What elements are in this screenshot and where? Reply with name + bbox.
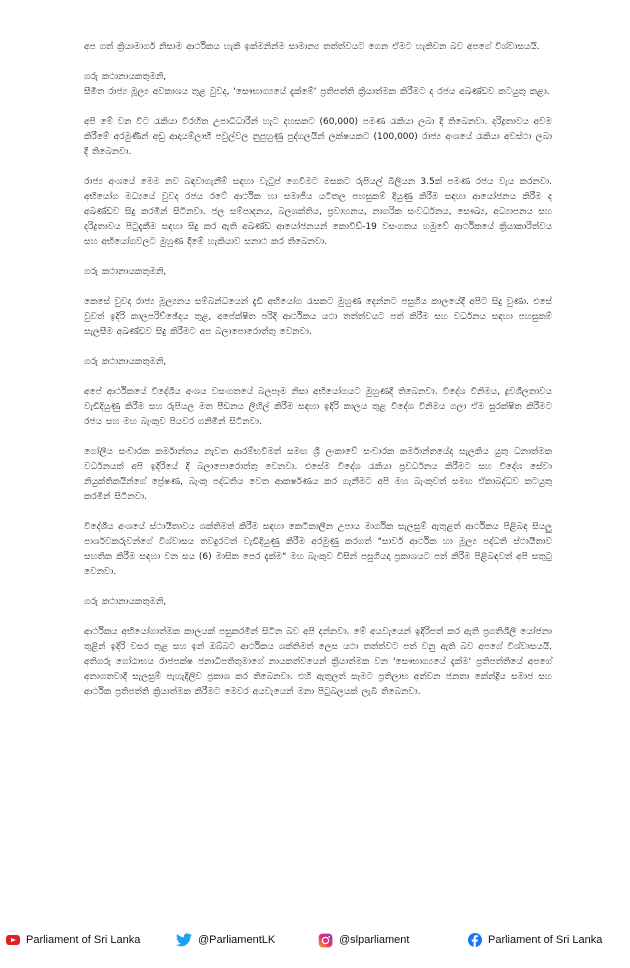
twitter-icon — [176, 933, 192, 947]
paragraph-2: ගරු කථානායකතුමනි, සීමිත රාජ්‍ය මූල්‍ය අවකාශය තුළ වුවද, 'සෞභාග්‍යයේ දැක්මේ' ප්‍රතිපත්ති ක්‍රියාත්මක කිරීමට ද රජය අඛණ්ඩව කටයුතු කළා. — [84, 72, 550, 97]
paragraph-6: අපේ ආර්ථිකයේ විදේශීය අංශය වසංගතයේ බලපෑම නිසා අභියෝගයට මුහුණදී තිබෙනවා. විදේශ විනිමය, ද්‍රවශීලතාවය වැඩිදියුණු කිරීම සහ රුපියල මත පීඩනය ලිහිල් කිරීම සඳහා ඉදිරි කාලය තුළ විදේශ විනිමය ගලා ඒම සුරක්ෂිත කිරීමට රජය සහ මහ බැංකුව පියවර ගනිමින් සිටිනවා. — [84, 387, 552, 427]
facebook-icon — [468, 933, 482, 947]
document-body — [84, 40, 552, 715]
youtube-label: Parliament of Sri Lanka — [26, 934, 141, 946]
instagram-icon — [318, 933, 333, 948]
twitter-label: @ParliamentLK — [198, 934, 276, 946]
facebook-link[interactable] — [468, 928, 602, 952]
instagram-link[interactable] — [318, 928, 409, 952]
paragraph-8: විදේශීය අංශයේ ස්ථායීතාවය ශක්තිමත් කිරීම සඳහා කෙටිකාලීන උපාය මාර්ගික සැලසුම් ඇතුළත් ආර්ථිකය පිළිබඳ සියලු පාර්ශවකරුවන්ගේ විශ්වාසය තවදුරටත් වැඩිදියුණු කිරීම අරමුණු කරගත් "සාර්ව ආර්ථික හා මූල්‍ය පද්ධති ස්ථායීතාව සහතික කිරීම සඳහා වන සය (6) මාසික පෙර දැක්ම" මහ බැංකුව විසින් පසුගියදා ප්‍රකාශයට පත් කිරීම පිළිබඳවත් අපි සතුටු වෙනවා. — [84, 522, 552, 577]
paragraph-4: රාජ්‍ය අංශයේ මෙම නව බඳවාගැනීම් සඳහා වැටුප් ගෙවීමට මසකට රුපියල් බිලියන 3.5ක් පමණ රජය වැය කරනවා. අභියෝග මධ්‍යයේ වුවද රජය රටේ ආර්ථික හා සමාජීය යටිතල පහසුකම් දියුණු කිරීම සඳහා ආයෝජනය කිරීම ද අඛණ්ඩව සිදු කරමින් සිටිනවා. ජල සම්පාදනය, බලශක්තිය, ප්‍රවාහනය, නාගරික සංවර්ධනය, සෞඛ්‍ය, අධ්‍යාපනය සහ දරිද්‍රතාවය පිටුදැකීම සඳහා සිදු කර ඇති අඛණ්ඩ ආයෝජනයන් කොවිඩ්-19 වසංගතය හමුවේ ආර්ථිකයේ ක්‍රියාකාරිත්වය සහ අභියෝගවලට මුහුණ දීමේ හැකියාව සනාථ කර තිබෙනවා. — [84, 177, 552, 247]
salutation-3: ගරු කථානායකතුමනි, — [84, 597, 167, 607]
paragraph-1: අප ගත් ක්‍රියාමාර්ග නිසාම ආර්ථිකය හැකි ඉක්මනින්ම සාමාන්‍ය තත්ත්වයට ගෙන ඒමට හැකිවන බව අපගේ විශ්වාසයයි. — [84, 42, 540, 52]
twitter-link[interactable] — [176, 928, 275, 952]
youtube-link[interactable] — [6, 928, 140, 952]
paragraph-7: ගෝලීය සංචාරක කර්මාන්තය නැවත ආරම්භවීමත් සමඟ ශ්‍රී ලංකාවේ සංචාරක කර්මාන්තයේද සැලකිය යුතු ධනාත්මක වර්ධනයක් අපි ඉදිරියේ දී බලාපොරොත්තු වෙනවා. එසේම විදේශ රැකියා ප්‍රවර්ධනය කිරීමට සහ විදේශ සේවා නියුක්තිකයින්ගේ ප්‍රේෂණ, බැංකු පද්ධතිය වෙත ආකර්ෂණය කර ගැනීමට අපි මහ බැංකුවත් සමඟ ඒකාබද්ධව කටයුතු කරමින් සිටිනවා. — [84, 447, 552, 502]
paragraph-5: කෙසේ වුවද රාජ්‍ය මූල්‍යනය සම්බන්ධයෙන් දැඩි අභියෝග රැසකට මුහුණ දෙන්නට පසුගිය කාලයේදී අපිට සිදු වුණා. එසේ වුවත් ඉදිරි කාලපරිච්ඡේදය තුළ, අපේක්ෂිත පරිදි ආර්ථිකය යථා තත්ත්වයට පත් කිරීම සහ වර්ධනය සඳහා පහසුකම් සැලසීම අඛණ්ඩව සිදු කිරීමට අප බලාපොරොත්තු වෙනවා. — [84, 297, 552, 337]
salutation-1: ගරු කථානායකතුමනි, — [84, 267, 167, 277]
facebook-label: Parliament of Sri Lanka — [488, 934, 603, 946]
paragraph-9: ආර්ථිකය අභියෝගාත්මක කාලයක් පසුකරමින් සිටින බව අපි දන්නවා. මේ අයවැයෙන් ඉදිරිපත් කර ඇති ප්‍රගතිශීලී යෝජනා තුළින් ඉදිරි වසර තුළ සහ ඉන් ඔබ්බට ආර්ථිකය ශක්තිමත් ලෙස යථා තත්ත්වට පත් වනු ඇති බව අපගේ විශ්වාසයයි. අතිගරු ගෝඨාභය රාජපක්ෂ ජනාධිපතිතුමාගේ නායකත්වයෙන් ක්‍රියාත්මක වන 'සෞභාග්‍යයේ දැක්ම' ප්‍රතිපත්තියේ අපගේ අනාගතවාදී සැලසුම් පැහැදිලිව ප්‍රකාශ කර තිබෙනවා. එහි ඇතුලත් සෑමට ප්‍රතිලාභ අත්වන ජනතා කේන්ද්‍රීය සමාජ සහ ආර්ථික ප්‍රතිපත්ති ක්‍රියාත්මක කිරීමට මෙවර අයවැයෙන් මනා පිටුබලයක් ලැබී තිබෙනවා. — [84, 627, 552, 697]
youtube-icon — [6, 935, 20, 945]
paragraph-3: අපි මේ වන විට රැකියා විරහිත උපාධිධාරීන් හැට දහසකට (60,000) පමණ රැකියා ලබා දී තිබෙනවා. දරිද්‍රතාවය අවම කිරීමේ අරමුණින් අඩු ආදායම්ලාභී පවුල්වල නුපුහුණු පුද්ගලයින් ලක්ෂයකට (100,000) රාජ්‍ය අංශයේ රැකියා අවස්ථා ලබා දී තිබෙනවා. — [84, 117, 552, 157]
social-footer — [0, 928, 630, 956]
salutation-2: ගරු කථානායකතුමනි, — [84, 357, 167, 367]
instagram-label: @slparliament — [339, 934, 410, 946]
